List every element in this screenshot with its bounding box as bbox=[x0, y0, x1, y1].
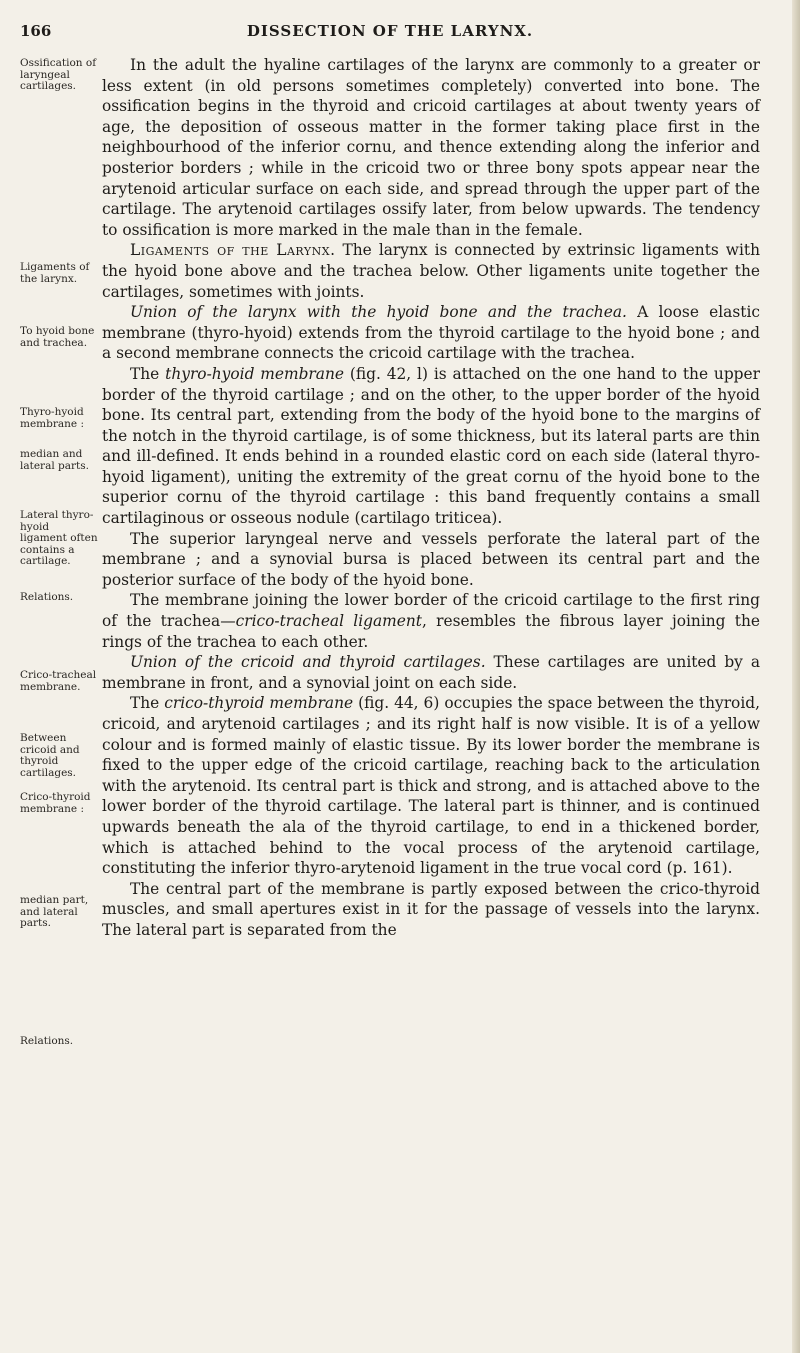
term-crico-thyroid-membrane: crico-thyroid membrane bbox=[164, 694, 354, 713]
margin-note-median-lateral: median and lateral parts. bbox=[20, 448, 89, 472]
paragraph-relations-2: The central part of the membrane is partly exposed between the crico-thyroid muscles, and small apertures exist in it for the passage of vessels into the larynx. The lateral part is separated from the bbox=[102, 879, 760, 939]
term-thyro-hyoid-membrane: thyro-hyoid membrane bbox=[165, 364, 344, 383]
paragraph-ossification: In the adult the hyaline cartilages of the larynx are commonly to a greater or less extent (in old persons sometimes completely) converted into bone. The ossification begins in the thyroid and cricoid cartilages at about twenty years of age, the deposition of osseous matter in the former taking place first in the neighbourhood of the inferior cornu, and thence extending along the inferior and posterior borders ; while in the cricoid two or three bony spots appear near the arytenoid articular surface on each side, and spread through the upper part of the cartilage. The arytenoid cartilages ossify later, from below upwards. The tendency to ossification is more marked in the male than in the female. bbox=[102, 56, 760, 239]
paragraph-union-hyoid-trachea: Union of the larynx with the hyoid bone and the trachea. A loose elastic membrane (thyro-hyoid) extends from the thyroid cartilage to the hyoid bone ; and a second membrane connects the cricoid cartilage with the trachea. bbox=[102, 303, 760, 363]
page-number: 166 bbox=[20, 22, 52, 40]
paragraph-relations-1: The superior laryngeal nerve and vessels perforate the lateral part of the membrane ; and a synovial bursa is placed between its central part and the posterior surface of the body of the hyoid bone. bbox=[102, 529, 760, 589]
paragraph-thyro-hyoid-membrane: The thyro-hyoid membrane (fig. 42, l) is attached on the one hand to the upper border of the thyroid cartilage ; and on the other, to the upper border of the hyoid bone. Its central part, extending from the body of the hyoid bone to the margins of the notch in the thyroid cartilage, is of some thickness, but its lateral parts are thin and ill-defined. It ends behind in a rounded elastic cord on each side (lateral thyro-hyoid ligament), uniting the extremity of the great cornu of the hyoid bone to the superior cornu of the thyroid cartilage : this band frequently contains a small cartilaginous or osseous nodule (cartilago triticea). bbox=[102, 364, 761, 528]
margin-note-ossification: Ossification of laryngeal cartilages. bbox=[20, 57, 97, 92]
margin-note-relations-2: Relations. bbox=[20, 1035, 74, 1047]
section-heading-ligaments: Ligaments of the Larynx. bbox=[130, 241, 336, 260]
margin-note-crico-thyroid-membrane: Crico-thyroid membrane : bbox=[20, 791, 91, 815]
term-crico-tracheal-ligament: crico-tracheal ligament bbox=[235, 612, 422, 631]
page-header bbox=[20, 22, 780, 48]
paragraph-union-cricoid-thyroid: Union of the cricoid and thyroid cartilages. These cartilages are united by a membrane in front, and a synovial joint on each side. bbox=[102, 653, 760, 692]
subheading-union-hyoid: Union of the larynx with the hyoid bone and the trachea. bbox=[130, 303, 627, 322]
margin-note-crico-tracheal: Crico-tracheal membrane. bbox=[20, 669, 97, 693]
margin-note-thyro-hyoid: Thyro-hyoid membrane : bbox=[20, 406, 84, 430]
margin-note-lateral-ligament: Lateral thyro-hyoid ligament often contains a cartilage. bbox=[20, 509, 98, 567]
margin-note-relations-1: Relations. bbox=[20, 591, 74, 603]
page-edge bbox=[792, 0, 800, 1353]
margin-note-hyoid-trachea: To hyoid bone and trachea. bbox=[20, 325, 95, 349]
paragraph-ligaments: Ligaments of the Larynx. The larynx is connected by extrinsic ligaments with the hyoid bone above and the trachea below. Other ligaments unite together the cartilages, sometimes with joints. bbox=[102, 241, 761, 301]
paragraph-crico-thyroid-membrane: The crico-thyroid membrane (fig. 44, 6) occupies the space between the thyroid, cricoid, and arytenoid cartilages ; and its right half is now visible. It is of a yellow colour and is formed mainly of elastic tissue. By its lower border the membrane is fixed to the upper edge of the cricoid cartilage, reaching back to the articulation with the arytenoid. Its central part is thick and strong, and is attached above to the lower border of the thyroid cartilage. The lateral part is thinner, and is continued upwards beneath the ala of the thyroid cartilage, to end in a thickened border, which is attached behind to the vocal process of the arytenoid cartilage, constituting the inferior thyro-arytenoid ligament in the true vocal cord (p. 161). bbox=[102, 694, 760, 878]
margin-note-cricoid-thyroid: Between cricoid and thyroid cartilages. bbox=[20, 732, 80, 779]
margin-note-median-part: median part, and lateral parts. bbox=[20, 894, 89, 929]
margin-note-ligaments: Ligaments of the larynx. bbox=[20, 261, 90, 285]
running-head: DISSECTION OF THE LARYNX. bbox=[246, 22, 534, 40]
body-text bbox=[102, 55, 760, 941]
paragraph-crico-tracheal: The membrane joining the lower border of the cricoid cartilage to the first ring of the trachea—crico-tracheal ligament, resembles the fibrous layer joining the rings of the trachea to each other. bbox=[102, 591, 760, 651]
subheading-union-cricoid: Union of the cricoid and thyroid cartilages. bbox=[130, 653, 486, 672]
